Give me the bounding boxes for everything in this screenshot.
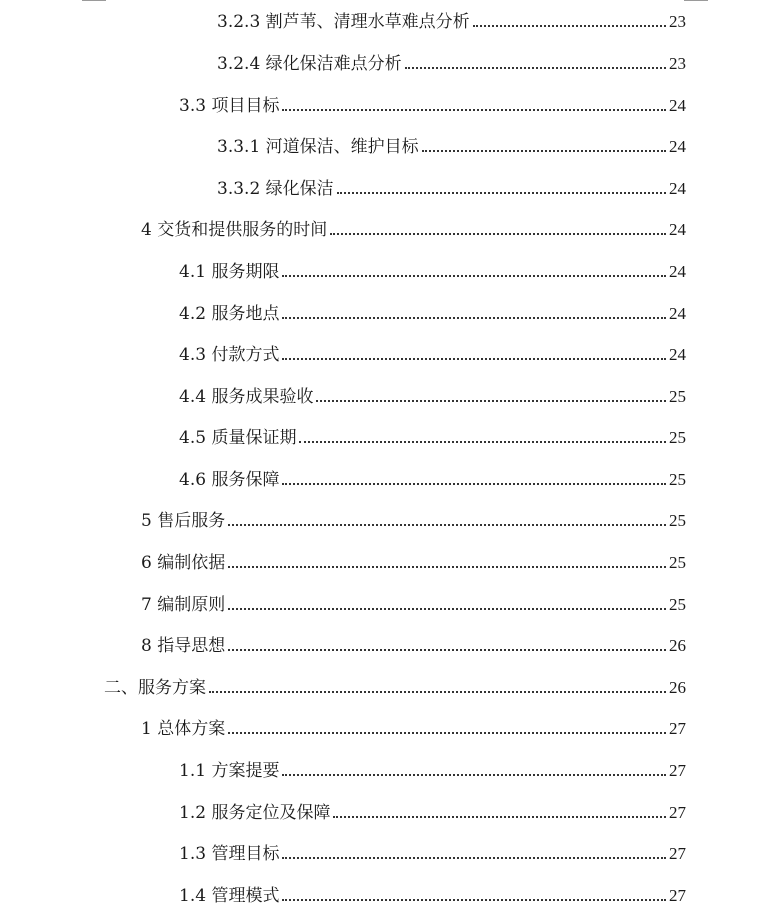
toc-dot-leader [282,317,666,319]
toc-dot-leader [228,566,666,568]
toc-entry-title: 4 交货和提供服务的时间 [141,220,328,240]
toc-entry[interactable] [179,882,686,906]
toc-entry-page: 25 [669,428,686,447]
toc-entry-title: 3.2.3 割芦苇、清理水草难点分析 [217,12,470,32]
toc-entry[interactable] [179,341,686,365]
toc-entry-page: 24 [669,179,686,198]
toc-dot-leader [282,275,666,277]
toc-dot-leader [282,483,666,485]
toc-entry[interactable] [179,300,686,324]
toc-dot-leader [473,25,666,27]
toc-entry[interactable] [141,632,686,656]
toc-dot-leader [333,816,666,818]
toc-entry[interactable] [104,674,686,698]
toc-entry[interactable] [141,591,686,615]
toc-entry[interactable] [179,424,686,448]
toc-entry-title: 3.3.1 河道保洁、维护目标 [217,137,419,157]
toc-entry-title: 7 编制原则 [141,595,226,615]
toc-dot-leader [228,649,666,651]
toc-entry[interactable] [217,133,686,157]
toc-entry-title: 二、服务方案 [104,678,206,698]
toc-entry[interactable] [179,466,686,490]
toc-entry-title: 1 总体方案 [141,719,226,739]
toc-dot-leader [282,857,666,859]
toc-entry[interactable] [141,216,686,240]
toc-entry-page: 26 [669,678,686,697]
toc-entry-page: 25 [669,470,686,489]
toc-entry-title: 4.1 服务期限 [179,262,280,282]
toc-entry[interactable] [217,8,686,32]
toc-entry-title: 6 编制依据 [141,553,226,573]
toc-entry[interactable] [179,258,686,282]
toc-entry-page: 24 [669,96,686,115]
toc-dot-leader [282,109,666,111]
toc-entry-title: 3.3.2 绿化保洁 [217,179,334,199]
toc-entry-page: 27 [669,844,686,863]
toc-entry-title: 1.1 方案提要 [179,761,280,781]
toc-entry-title: 1.4 管理模式 [179,886,280,906]
toc-dot-leader [316,400,666,402]
toc-dot-leader [228,524,666,526]
toc-entry-title: 3.2.4 绿化保洁难点分析 [217,54,402,74]
toc-entry-page: 25 [669,595,686,614]
toc-entry-page: 23 [669,54,686,73]
toc-entry-title: 4.3 付款方式 [179,345,280,365]
toc-dot-leader [228,608,666,610]
toc-entry-title: 4.2 服务地点 [179,304,280,324]
toc-entry[interactable] [179,92,686,116]
toc-entry-title: 1.3 管理目标 [179,844,280,864]
toc-entry-title: 4.4 服务成果验收 [179,387,314,407]
toc-entry[interactable] [217,50,686,74]
toc-dot-leader [209,691,666,693]
toc-dot-leader [299,441,666,443]
toc-entry-title: 3.3 项目目标 [179,96,280,116]
toc-entry-page: 24 [669,137,686,156]
toc-entry[interactable] [179,383,686,407]
toc-dot-leader [282,358,666,360]
toc-entry-page: 25 [669,511,686,530]
toc-entry[interactable] [179,840,686,864]
toc-entry-page: 25 [669,553,686,572]
toc-entry[interactable] [141,715,686,739]
toc-entry[interactable] [141,507,686,531]
toc-entry-page: 27 [669,719,686,738]
toc-entry-page: 26 [669,636,686,655]
toc-entry[interactable] [179,757,686,781]
toc-entry-page: 25 [669,387,686,406]
toc-entry-title: 5 售后服务 [141,511,226,531]
toc-dot-leader [282,899,666,901]
toc-entry-page: 27 [669,803,686,822]
toc-entry-page: 24 [669,345,686,364]
toc-entry-page: 27 [669,886,686,905]
toc-entry-title: 4.6 服务保障 [179,470,280,490]
toc-dot-leader [337,192,666,194]
toc-entry[interactable] [141,549,686,573]
toc-dot-leader [282,774,666,776]
toc-entry-page: 24 [669,304,686,323]
toc-dot-leader [422,150,666,152]
toc-dot-leader [228,732,666,734]
toc-entry-page: 23 [669,12,686,31]
toc-entry-page: 24 [669,220,686,239]
toc-entry[interactable] [179,799,686,823]
toc-entry-title: 4.5 质量保证期 [179,428,297,448]
toc-entry-page: 24 [669,262,686,281]
toc-entry-title: 8 指导思想 [141,636,226,656]
toc-entry-page: 27 [669,761,686,780]
toc-dot-leader [330,233,666,235]
toc-dot-leader [405,67,666,69]
toc-entry-title: 1.2 服务定位及保障 [179,803,331,823]
toc-entry[interactable] [217,175,686,199]
